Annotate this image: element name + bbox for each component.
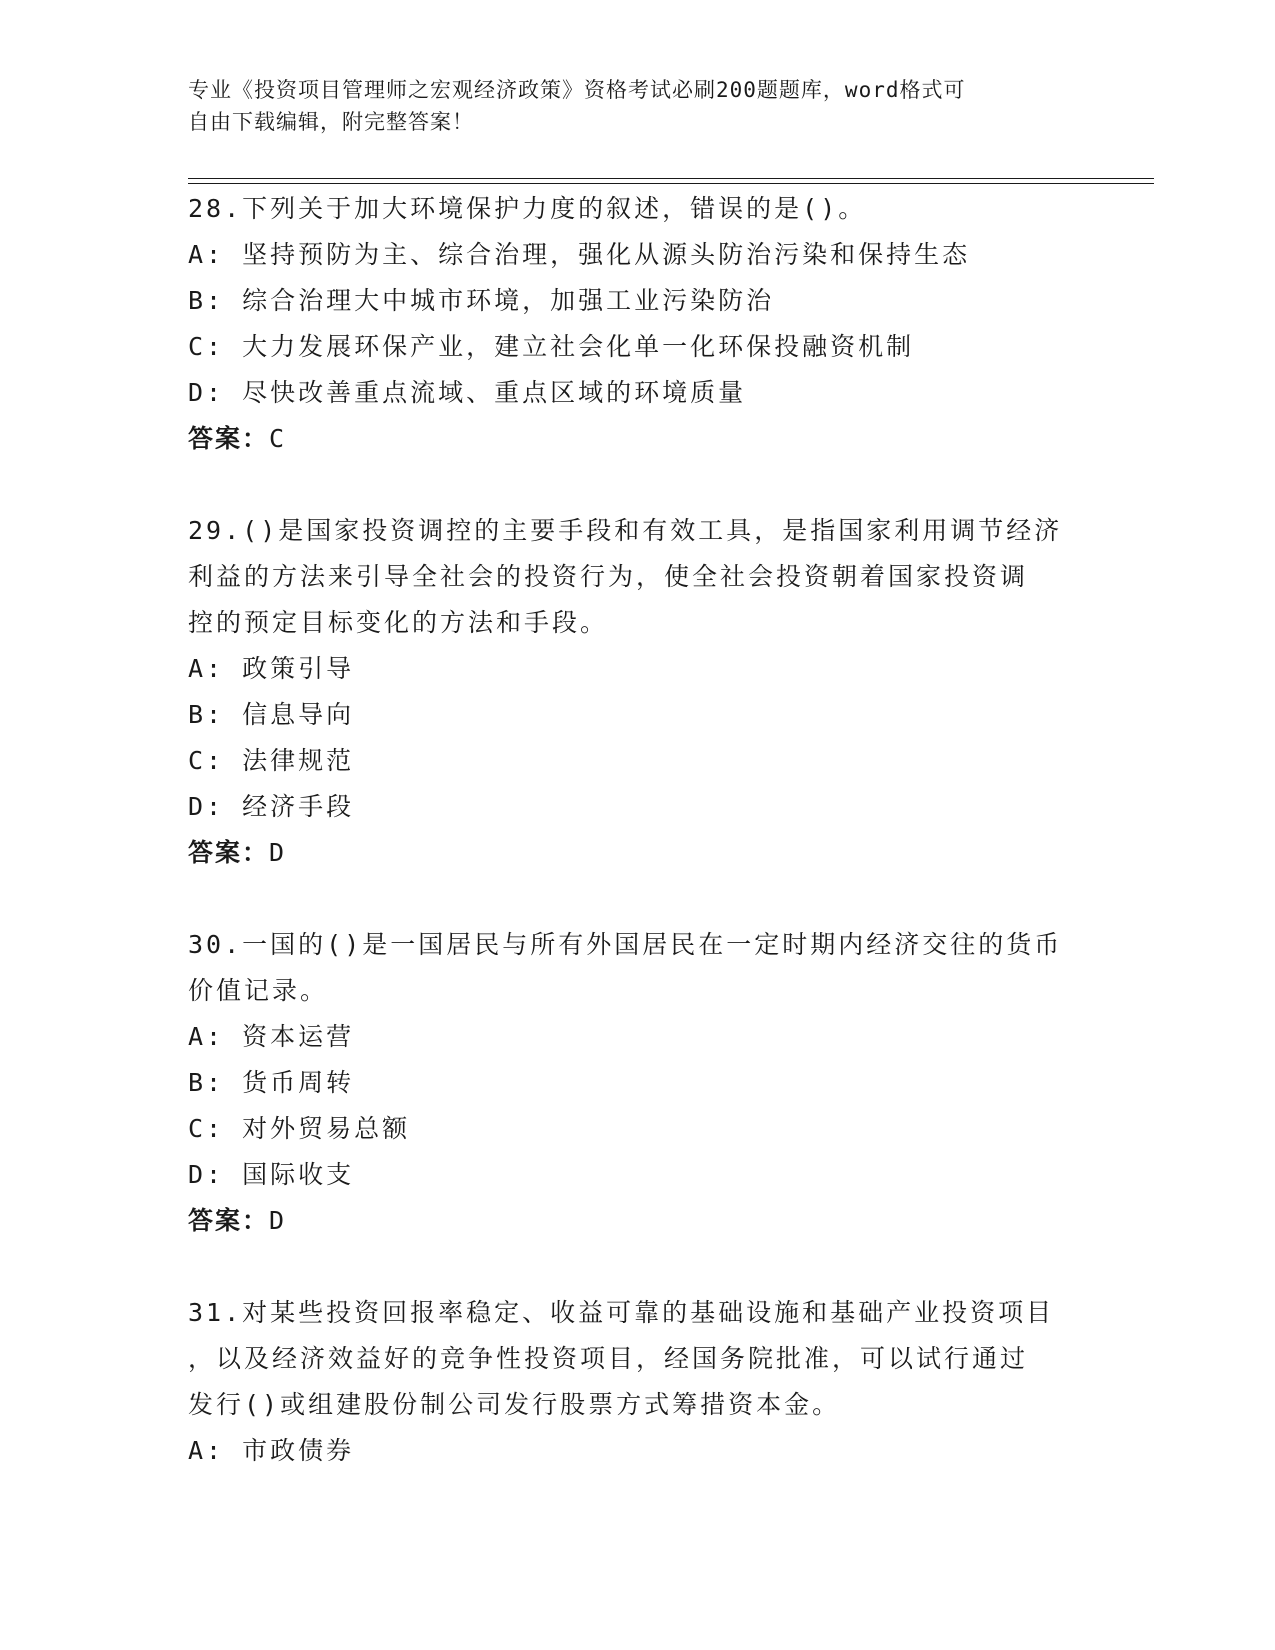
option-b: B: 信息导向 — [188, 700, 355, 729]
stem-line: 28.下列关于加大环境保护力度的叙述，错误的是()。 — [188, 194, 867, 223]
header-divider-bottom — [188, 183, 1154, 184]
option-d: D: 经济手段 — [188, 792, 355, 821]
option-b: B: 综合治理大中城市环境，加强工业污染防治 — [188, 286, 775, 315]
question-29 — [188, 508, 1088, 876]
header-line-2: 自由下载编辑，附完整答案！ — [188, 110, 474, 134]
answer-value: D — [269, 838, 288, 867]
option-d: D: 尽快改善重点流域、重点区域的环境质量 — [188, 378, 747, 407]
question-stem — [188, 922, 1088, 1014]
answer-label: 答案： — [188, 838, 270, 867]
option-b: B: 货币周转 — [188, 1068, 355, 1097]
question-stem — [188, 508, 1088, 646]
stem-line: 30.一国的()是一国居民与所有外国居民在一定时期内经济交往的货币 — [188, 930, 1063, 959]
option-a: A: 市政债券 — [188, 1436, 355, 1465]
question-30 — [188, 922, 1088, 1244]
header-line-1: 专业《投资项目管理师之宏观经济政策》资格考试必刷200题题库，word格式可 — [188, 78, 966, 102]
answer-label: 答案： — [188, 424, 270, 453]
answer-line — [188, 1198, 1088, 1244]
stem-line: 发行()或组建股份制公司发行股票方式筹措资本金。 — [188, 1390, 841, 1419]
answer-label: 答案： — [188, 1206, 270, 1235]
stem-line: 控的预定目标变化的方法和手段。 — [188, 608, 609, 637]
answer-value: C — [269, 424, 288, 453]
option-a: A: 政策引导 — [188, 654, 355, 683]
answer-value: D — [269, 1206, 288, 1235]
option-c: C: 对外贸易总额 — [188, 1114, 411, 1143]
question-stem — [188, 186, 1088, 232]
answer-line — [188, 830, 1088, 876]
stem-line: ，以及经济效益好的竞争性投资项目，经国务院批准，可以试行通过 — [188, 1344, 1029, 1373]
option-c: C: 大力发展环保产业，建立社会化单一化环保投融资机制 — [188, 332, 915, 361]
option-a: A: 资本运营 — [188, 1022, 355, 1051]
option-d: D: 国际收支 — [188, 1160, 355, 1189]
header-divider-top — [188, 178, 1154, 179]
option-a: A: 坚持预防为主、综合治理，强化从源头防治污染和保持生态 — [188, 240, 971, 269]
question-28 — [188, 186, 1088, 462]
option-c: C: 法律规范 — [188, 746, 355, 775]
stem-line: 利益的方法来引导全社会的投资行为，使全社会投资朝着国家投资调 — [188, 562, 1029, 591]
answer-line — [188, 416, 1088, 462]
question-list — [188, 186, 1088, 1520]
stem-line: 31.对某些投资回报率稳定、收益可靠的基础设施和基础产业投资项目 — [188, 1298, 1055, 1327]
stem-line: 29.()是国家投资调控的主要手段和有效工具，是指国家利用调节经济 — [188, 516, 1063, 545]
document-header — [188, 74, 1088, 138]
stem-line: 价值记录。 — [188, 976, 329, 1005]
question-stem — [188, 1290, 1088, 1428]
question-31 — [188, 1290, 1088, 1474]
